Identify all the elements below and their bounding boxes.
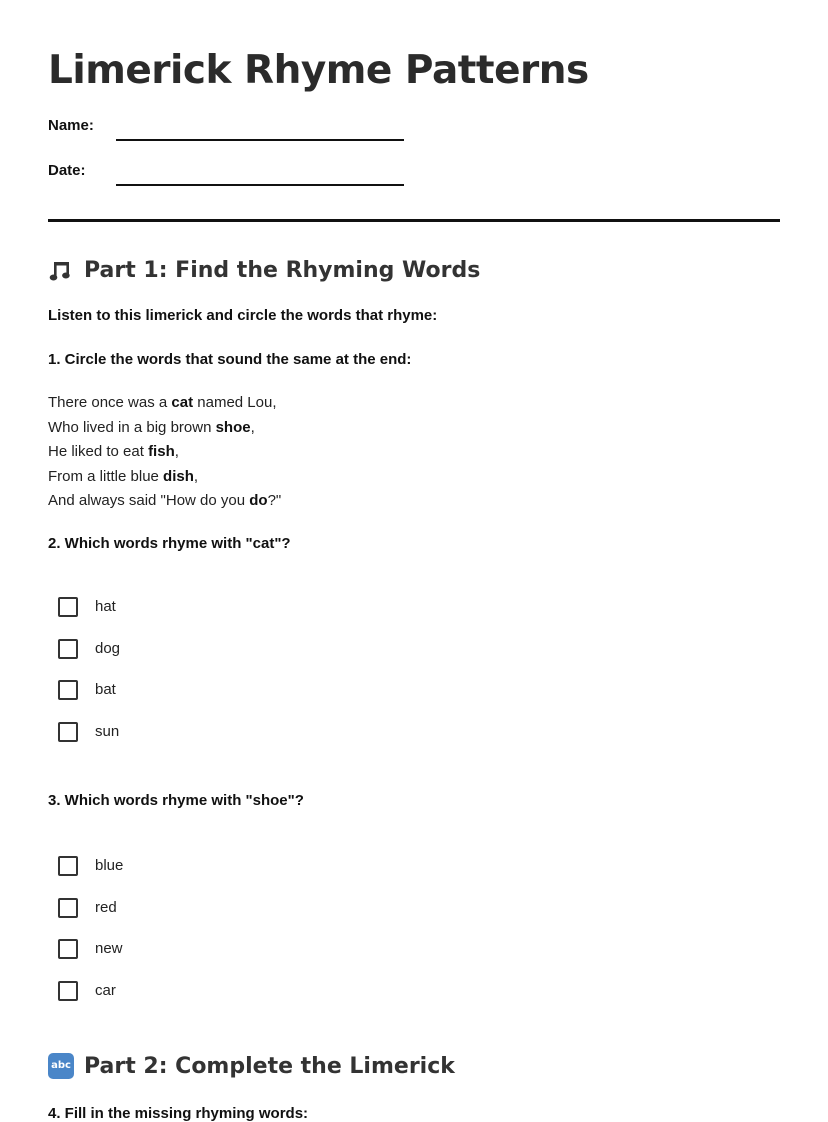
checkbox[interactable] — [58, 981, 78, 1001]
question-1-label: 1. Circle the words that sound the same at the end: — [48, 351, 412, 368]
poem-line-text: There once was a — [48, 394, 172, 411]
page-title: Limerick Rhyme Patterns — [48, 48, 589, 93]
option-label[interactable]: car — [95, 981, 116, 999]
checkbox[interactable] — [58, 722, 78, 742]
option-dog[interactable] — [58, 639, 358, 663]
part1-heading-text: Part 1: Find the Rhyming Words — [84, 257, 481, 283]
poem-line-text: , — [193, 467, 199, 485]
checkbox[interactable] — [58, 639, 78, 659]
musical-note-icon — [48, 257, 74, 283]
poem-line-text: ?" — [267, 492, 282, 509]
poem-line — [48, 416, 281, 441]
poem-line — [48, 465, 281, 490]
option-label[interactable]: blue — [95, 857, 124, 874]
question-3-label: 3. Which words rhyme with "shoe"? — [48, 792, 304, 809]
poem-line-text: And always said "How do you — [48, 492, 250, 509]
rhyme-word: dish — [163, 467, 194, 485]
rhyme-word: shoe — [215, 418, 251, 436]
option-label[interactable]: sun — [95, 722, 120, 740]
option-hat[interactable] — [58, 597, 358, 621]
part1-instruction: Listen to this limerick and circle the words that rhyme: — [48, 307, 438, 324]
question-4-label: 4. Fill in the missing rhyming words: — [48, 1105, 309, 1122]
poem-line-text: named Lou, — [193, 394, 277, 411]
poem-line-text: , — [250, 418, 255, 436]
rhyme-word: do — [249, 492, 268, 509]
poem-line — [48, 440, 281, 465]
abc-icon: abc — [48, 1053, 74, 1079]
poem-line — [48, 489, 281, 514]
option-blue[interactable] — [58, 856, 358, 880]
checkbox[interactable] — [58, 597, 78, 617]
option-car[interactable] — [58, 981, 358, 1005]
name-label: Name: — [48, 117, 94, 134]
date-label: Date: — [48, 162, 86, 179]
poem-line-text: From a little blue — [48, 467, 164, 485]
poem-line — [48, 391, 281, 416]
poem-line-text: He liked to eat — [48, 443, 149, 460]
part2-heading — [48, 1053, 455, 1079]
option-label[interactable]: dog — [95, 639, 121, 657]
checkbox[interactable] — [58, 856, 78, 876]
option-new[interactable] — [58, 939, 358, 963]
checkbox[interactable] — [58, 939, 78, 959]
poem-line-text: Who lived in a big brown — [48, 418, 216, 436]
question-2-label: 2. Which words rhyme with "cat"? — [48, 535, 291, 552]
poem-line-text: , — [174, 443, 179, 460]
option-label[interactable]: hat — [95, 598, 116, 615]
rhyme-word: cat — [171, 394, 194, 411]
part2-heading-text: Part 2: Complete the Limerick — [84, 1053, 455, 1079]
option-sun[interactable] — [58, 722, 358, 746]
checkbox[interactable] — [58, 898, 78, 918]
option-label[interactable]: bat — [95, 681, 116, 698]
rhyme-word: fish — [148, 443, 175, 460]
option-label[interactable]: red — [95, 898, 117, 916]
date-blank-line[interactable] — [116, 184, 404, 186]
header-divider — [48, 219, 780, 222]
name-field-row — [48, 117, 408, 147]
option-label[interactable]: new — [95, 940, 123, 957]
option-red[interactable] — [58, 898, 358, 922]
part1-heading — [48, 257, 480, 283]
name-blank-line[interactable] — [116, 139, 404, 141]
checkbox[interactable] — [58, 680, 78, 700]
option-bat[interactable] — [58, 680, 358, 704]
limerick-poem — [48, 391, 281, 514]
date-field-row — [48, 162, 408, 192]
